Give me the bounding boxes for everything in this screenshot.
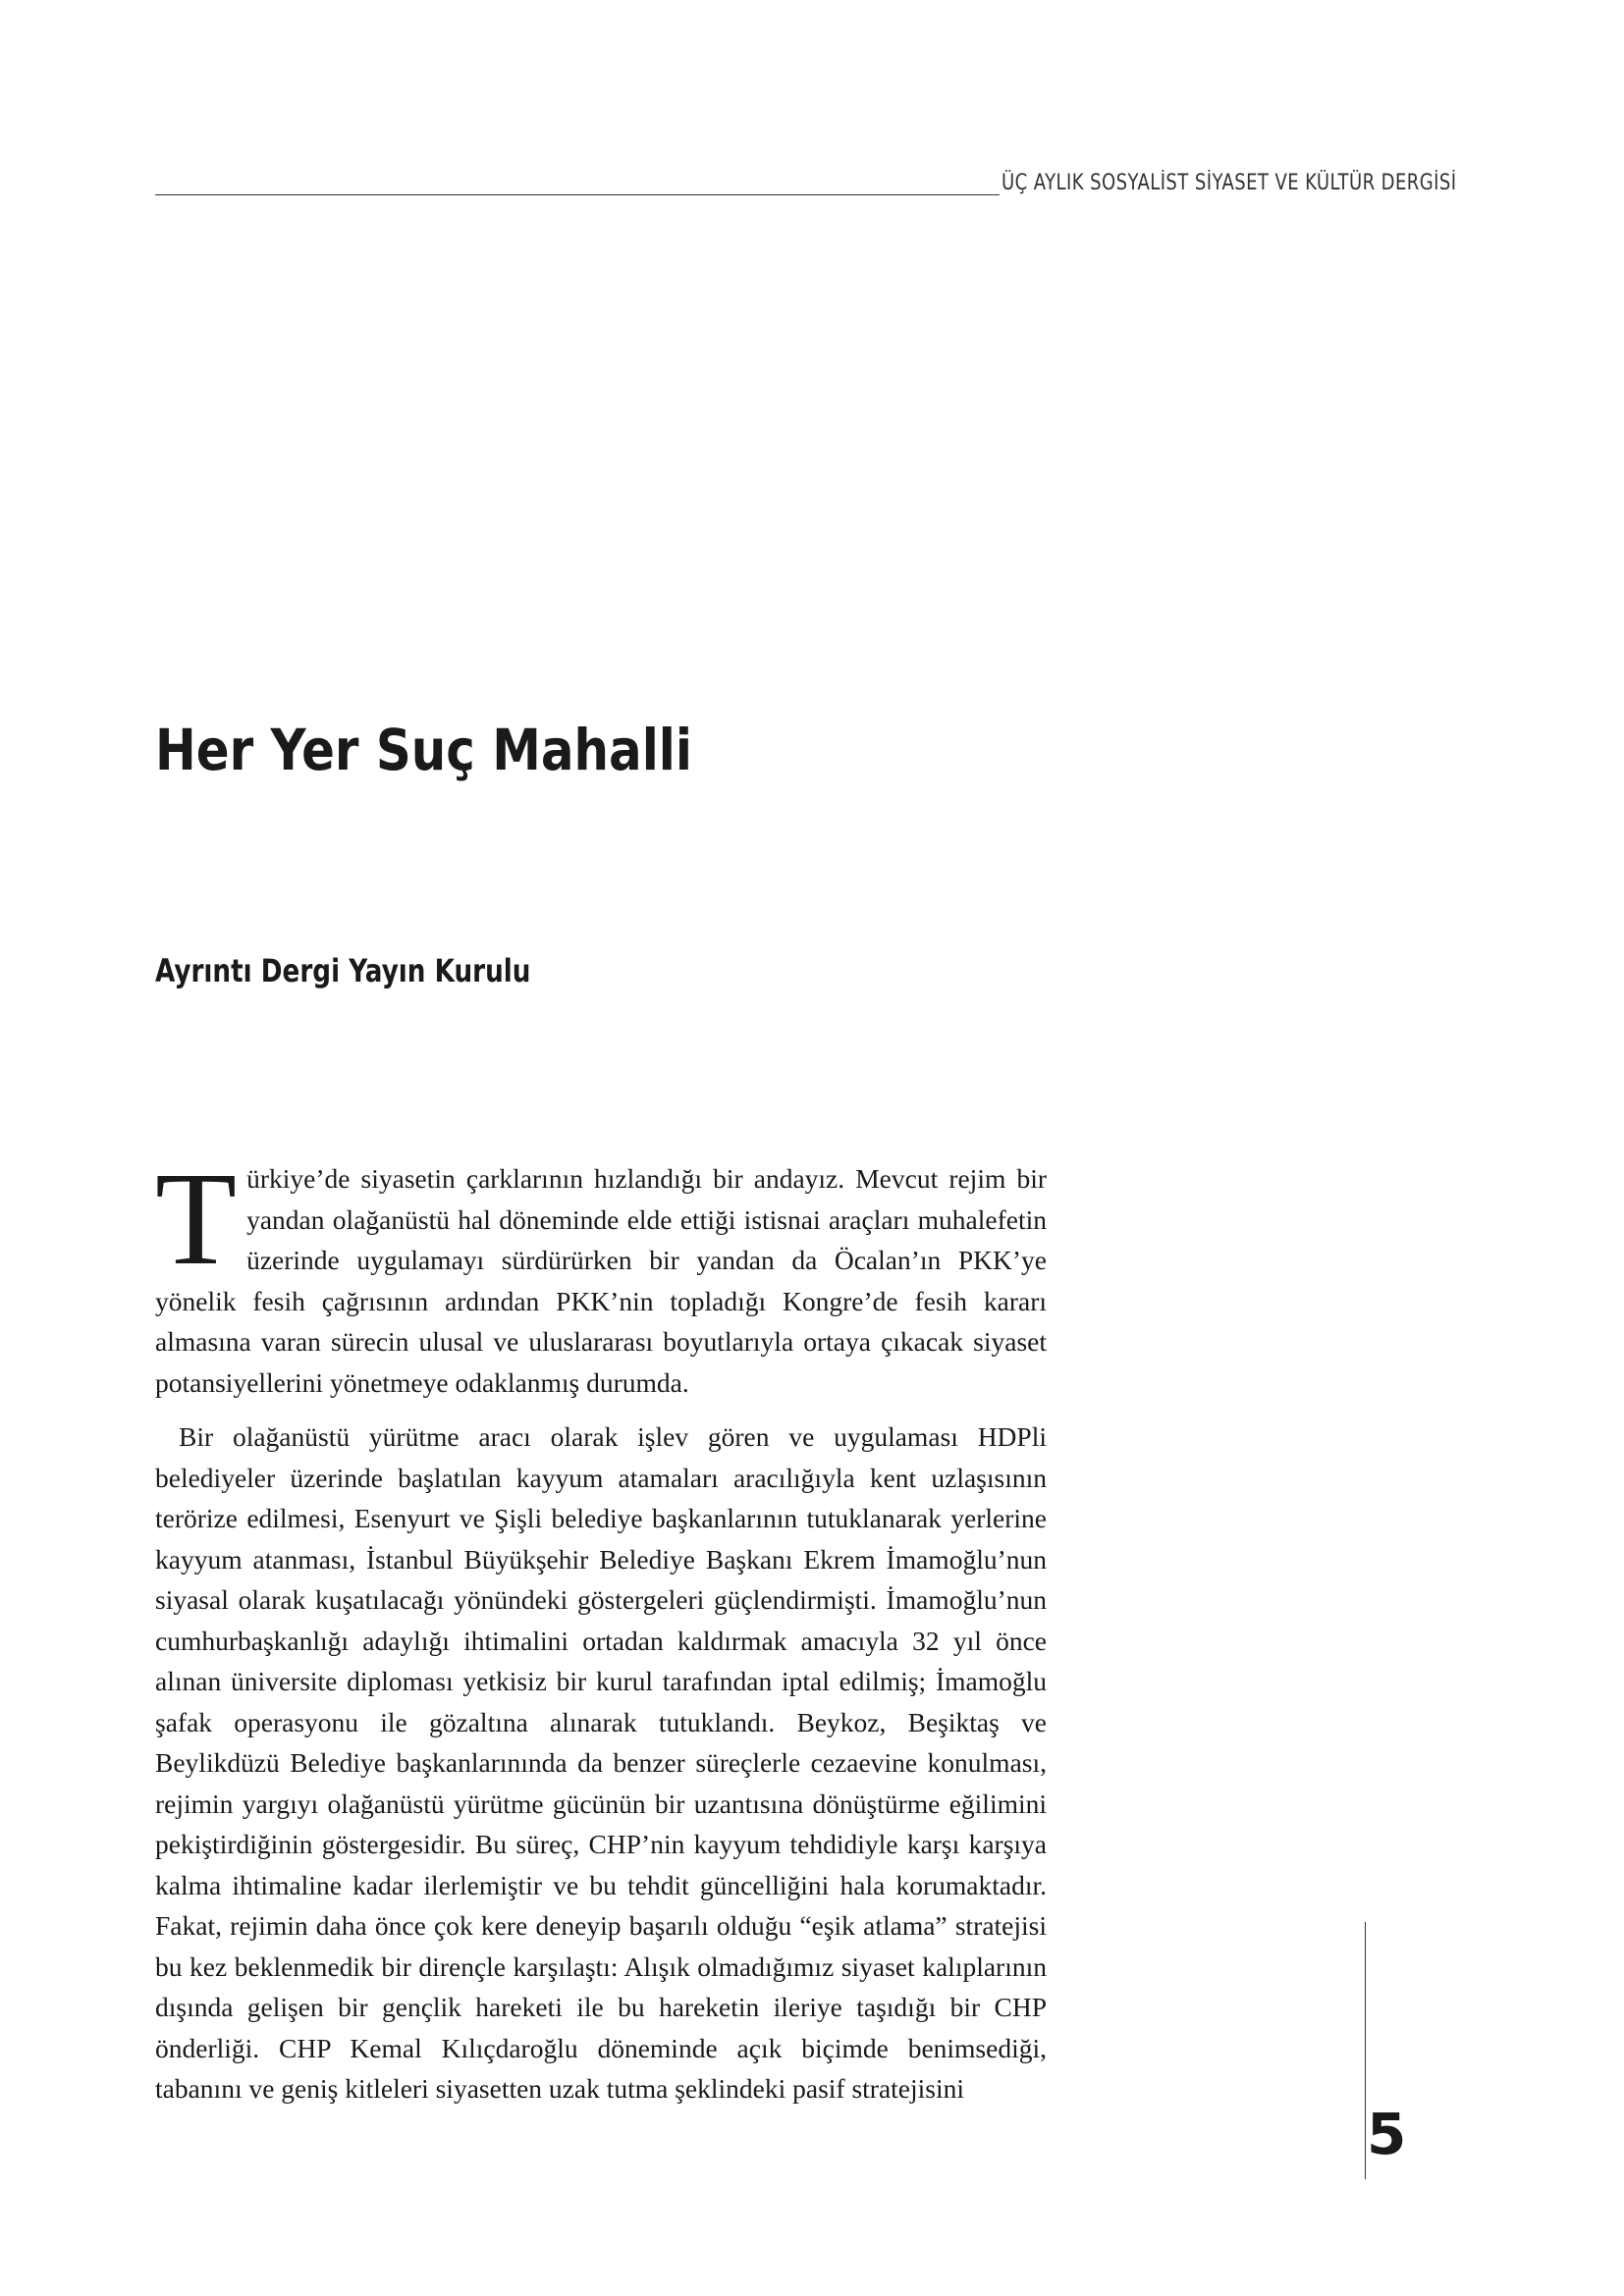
article-author: Ayrıntı Dergi Yayın Kurulu xyxy=(155,952,531,989)
header-rule xyxy=(155,194,1000,195)
page-number: 5 xyxy=(1367,2101,1407,2167)
page-number-rule xyxy=(1365,1922,1366,2179)
paragraph-1-text: ürkiye’de siyasetin çarklarının hızlandığı bir andayız. Mevcut rejim bir yandan olağanüstü hal döneminde elde ettiği istisnai araçları muhalefetin üzerinde uygulamayı sürdürürken bir yandan da Öcalan’ın PKK’ye yönelik fesih çağrısının ardından PKK’nin topladığı Kongre’de fesih kararı almasına varan sürecin ulusal ve uluslararası boyutlarıyla ortaya çıkacak siyaset potansiyellerini yönetmeye odaklanmış durumda. xyxy=(155,1163,1047,1398)
journal-header: ÜÇ AYLIK SOSYALİST SİYASET VE KÜLTÜR DERGİSİ xyxy=(1001,171,1457,195)
paragraph-1 xyxy=(155,1146,1047,1403)
paragraph-2: Bir olağanüstü yürütme aracı olarak işlev gören ve uygulaması HDPli belediyeler üzerinde başlatılan kayyum atamaları aracılığıyla kent uzlaşısının terörize edilmesi, Esenyurt ve Şişli belediye başkanlarının tutuklanarak yerlerine kayyum atanması, İstanbul Büyükşehir Belediye Başkanı Ekrem İmamoğlu’nun siyasal olarak kuşatılacağı yönündeki göstergeleri güçlendirmişti. İmamoğlu’nun cumhurbaşkanlığı adaylığı ihtimalini ortadan kaldırmak amacıyla 32 yıl önce alınan üniversite diploması yetkisiz bir kurul tarafından iptal edilmiş; İmamoğlu şafak operasyonu ile gözaltına alınarak tutuklandı. Beykoz, Beşiktaş ve Beylikdüzü Belediye başkanlarınında da benzer süreçlerle cezaevine konulması, rejimin yargıyı olağanüstü yürütme gücünün bir uzantısına dönüştürme eğilimini pekiştirdiğinin göstergesidir. Bu süreç, CHP’nin kayyum tehdidiyle karşı karşıya kalma ihtimaline kadar ilerlemiştir ve bu tehdit güncelliğini hala korumaktadır. Fakat, rejimin daha önce çok kere deneyip başarılı olduğu “eşik atlama” stratejisi bu kez beklenmedik bir dirençle karşılaştı: Alışık olmadığımız siyaset kalıplarının dışında gelişen bir gençlik hareketi ile bu hareketin ileriye taşıdığı bir CHP önderliği. CHP Kemal Kılıçdaroğlu döneminde açık biçimde benimsediği, tabanını ve geniş kitleleri siyasetten uzak tutma şeklindeki pasif stratejisini xyxy=(155,1421,1047,2104)
drop-cap: T xyxy=(155,1146,238,1293)
article-title: Her Yer Suç Mahalli xyxy=(155,717,693,783)
article-body xyxy=(155,1146,1047,2109)
